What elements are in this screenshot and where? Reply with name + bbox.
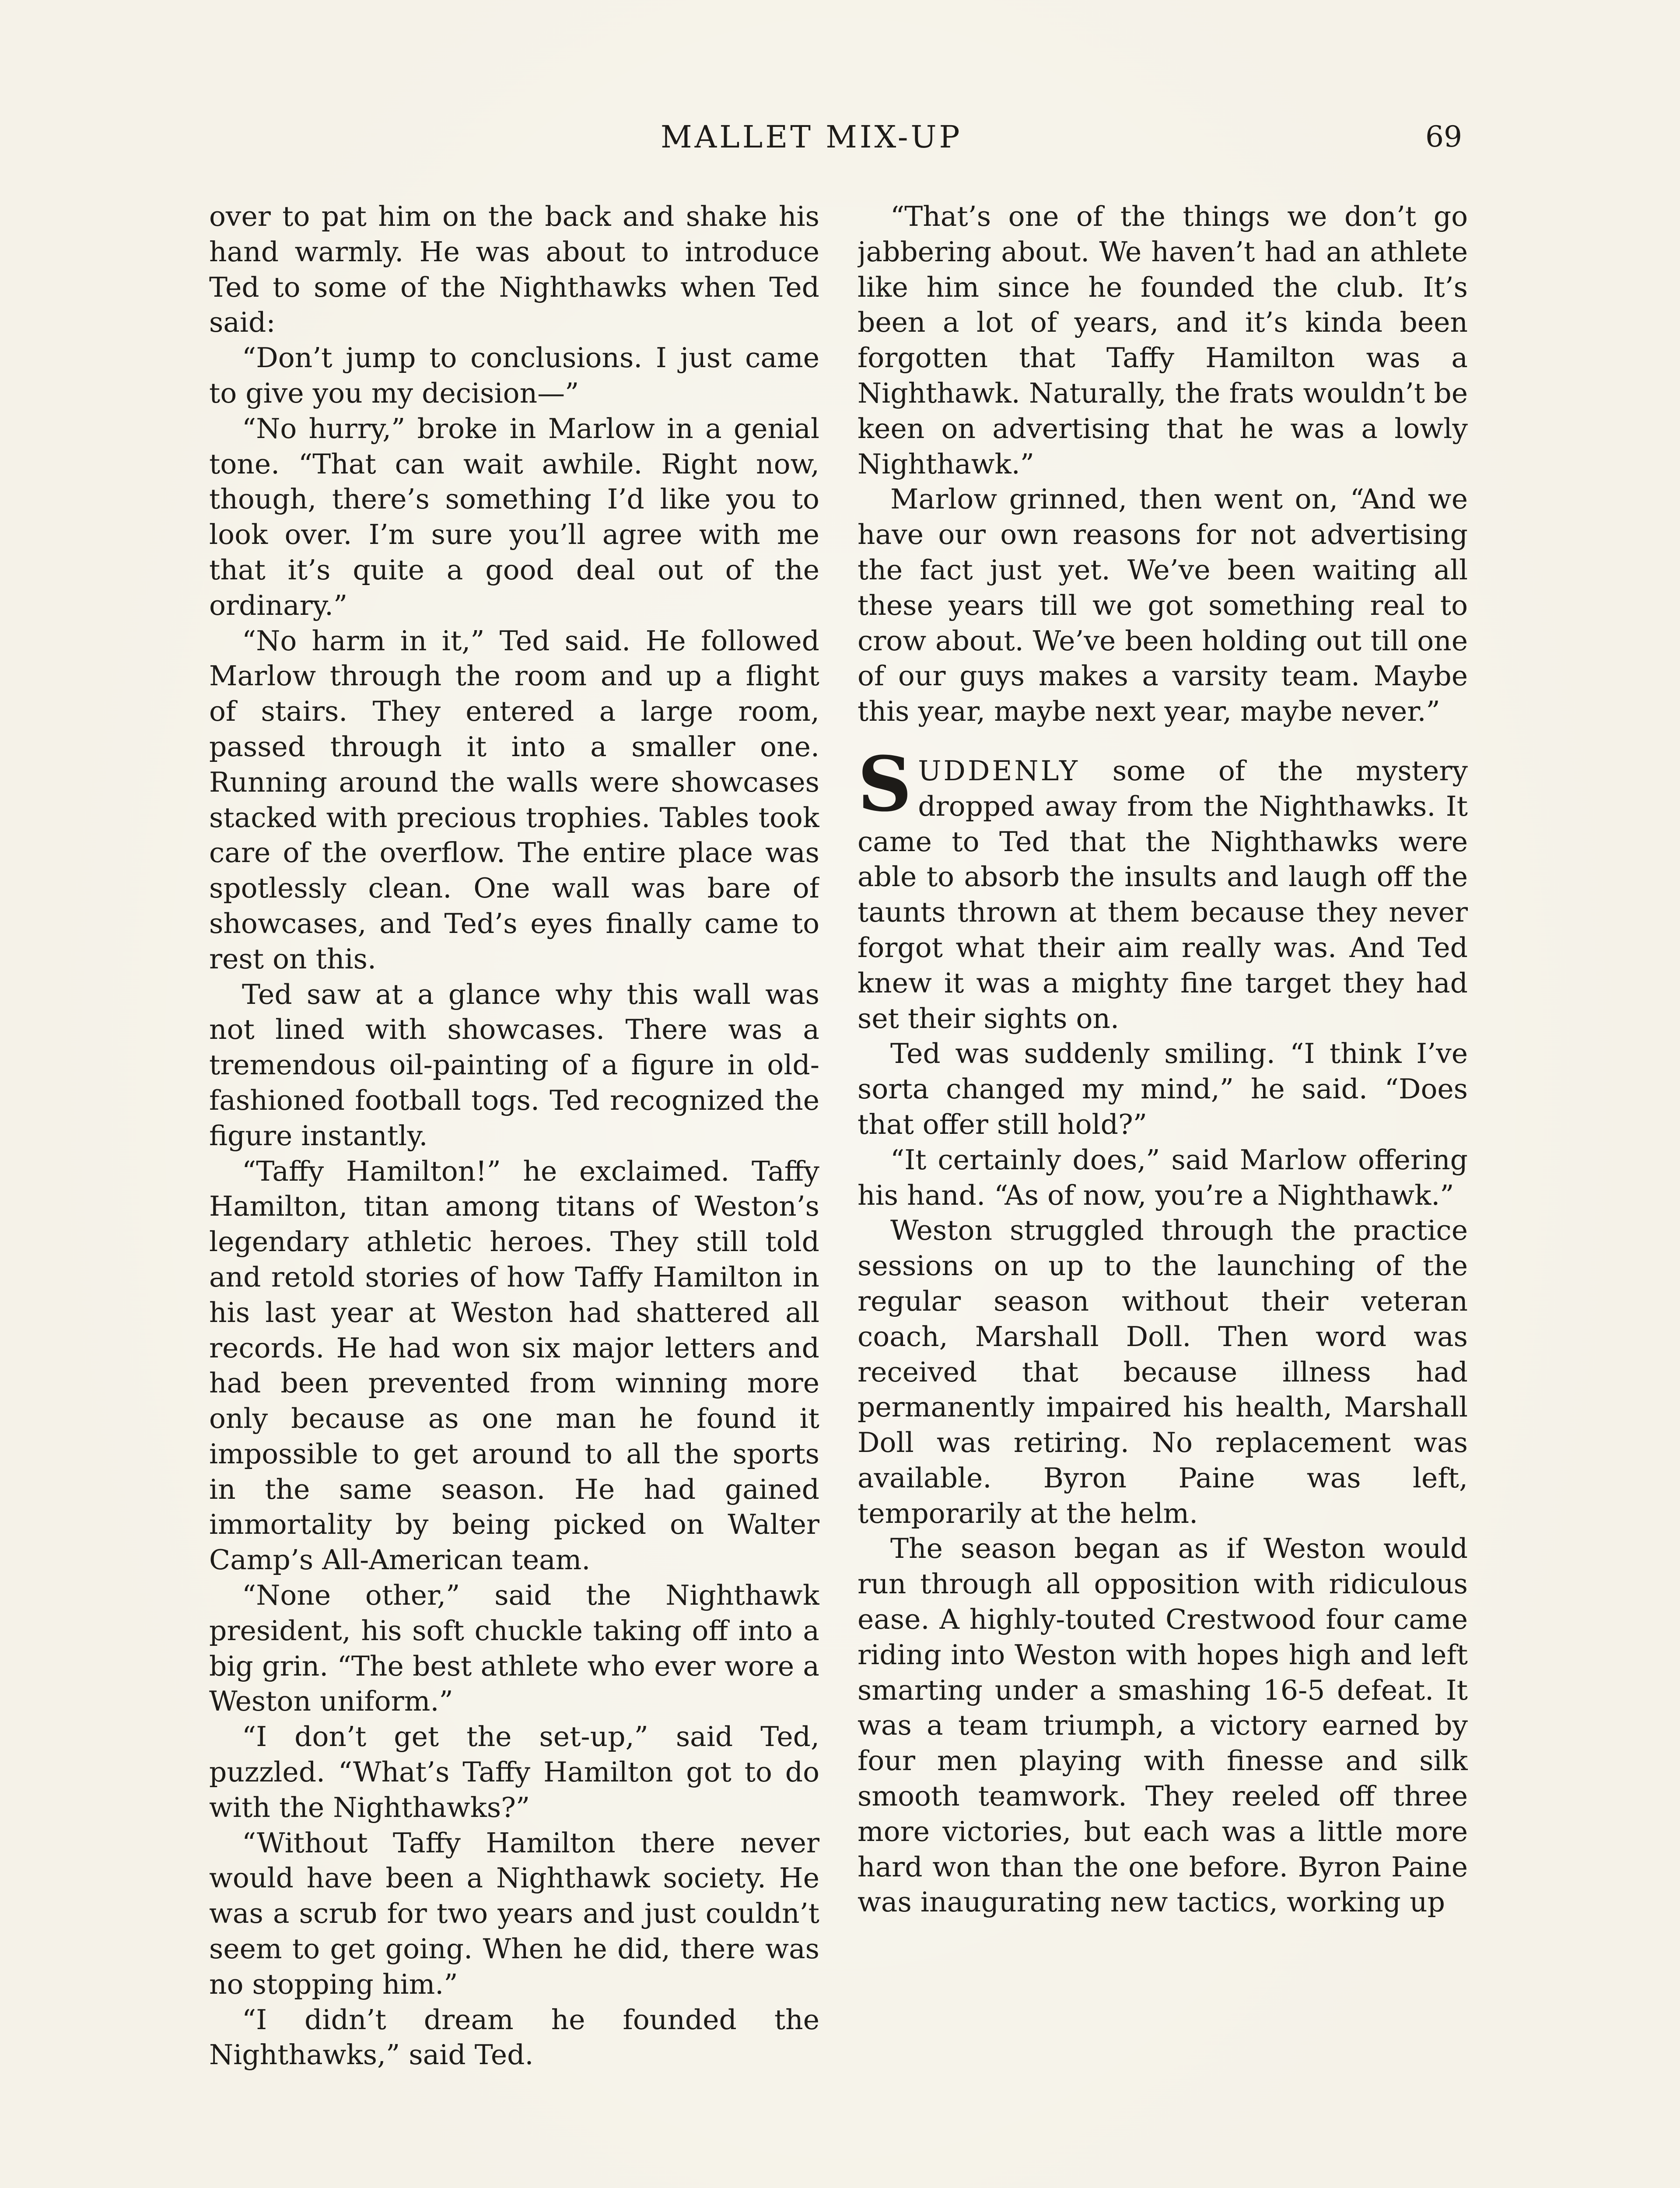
left-column xyxy=(209,199,819,2188)
paragraph: “That’s one of the things we don’t go jabbering about. We haven’t had an athlete like him since he founded the club. It’s been a lot of years, and it’s kinda been forgotten that Taffy Hamilton was a Nighthawk. Naturally, the frats wouldn’t be keen on advertising that he was a lowly Nighthawk.” xyxy=(858,200,1468,480)
drop-cap: S xyxy=(858,739,912,828)
paragraph: Ted was suddenly smiling. “I think I’ve sorta changed my mind,” he said. “Does that offer still hold?” xyxy=(858,1038,1468,1140)
running-title: MALLET MIX-UP xyxy=(661,119,962,155)
page-number: 69 xyxy=(1425,120,1462,154)
paragraph: Ted saw at a glance why this wall was not lined with showcases. There was a tremendous oil-painting of a figure in old-fashioned football togs. Ted recognized the figure instantly. xyxy=(209,978,819,1152)
paragraph: The season began as if Weston would run through all opposition with ridiculous ease. A highly-touted Crestwood four came riding into Weston with hopes high and left smarting under a smashing 16-5 defeat. It was a team triumph, a victory earned by four men playing with finesse and silk smooth teamwork. They reeled off three more victories, but each was a little more hard won than the one before. Byron Paine was inaugurating new tactics, working up xyxy=(858,1532,1468,1918)
paragraph: “Don’t jump to conclusions. I just came to give you my decision—” xyxy=(209,342,819,409)
dropcap-paragraph xyxy=(858,739,1468,1036)
right-column xyxy=(858,199,1468,2188)
paragraph: Marlow grinned, then went on, “And we have our own reasons for not advertising the fact just yet. We’ve been waiting all these years till we got something real to crow about. We’ve been holding out till one of our guys makes a varsity team. Maybe this year, maybe next year, maybe never.” xyxy=(858,483,1468,728)
dropcap-paragraph-text: some of the mystery dropped away from the Nighthawks. It came to Ted that the Nighthawks were able to absorb the insults and laugh off the taunts thrown at them because they never forgot what their aim really was. And Ted knew it was a mighty fine target they had set their sights on. xyxy=(858,754,1468,1034)
running-head xyxy=(0,117,1680,157)
paragraph: “No hurry,” broke in Marlow in a genial tone. “That can wait awhile. Right now, though, there’s something I’d like you to look over. I’m sure you’ll agree with me that it’s quite a good deal out of the ordinary.” xyxy=(209,412,819,621)
paragraph: “I don’t get the set-up,” said Ted, puzzled. “What’s Taffy Hamilton got to do with the Nighthawks?” xyxy=(209,1721,819,1823)
small-caps-lead: UDDENLY xyxy=(918,754,1080,787)
paragraph: “I didn’t dream he founded the Nighthawks,” said Ted. xyxy=(209,2003,819,2071)
paragraph: Weston struggled through the practice sessions on up to the launching of the regular season without their veteran coach, Marshall Doll. Then word was received that because illness had permanently impaired his health, Marshall Doll was retiring. No replacement was available. Byron Paine was left, temporarily at the helm. xyxy=(858,1214,1468,1529)
paragraph: “Without Taffy Hamilton there never would have been a Nighthawk society. He was a scrub for two years and just couldn’t seem to get going. When he did, there was no stopping him.” xyxy=(209,1827,819,2000)
paragraph: “No harm in it,” Ted said. He followed Marlow through the room and up a flight of stairs. They entered a large room, passed through it into a smaller one. Running around the walls were showcases stacked with precious trophies. Tables took care of the overflow. The entire place was spotlessly clean. One wall was bare of showcases, and Ted’s eyes finally came to rest on this. xyxy=(209,624,819,975)
paragraph: “It certainly does,” said Marlow offering his hand. “As of now, you’re a Nighthawk.” xyxy=(858,1143,1468,1211)
paragraph: “None other,” said the Nighthawk president, his soft chuckle taking off into a big grin. “The best athlete who ever wore a Weston uniform.” xyxy=(209,1579,819,1718)
paragraph: over to pat him on the back and shake his hand warmly. He was about to introduce Ted to some of the Nighthawks when Ted said: xyxy=(209,200,819,339)
paragraph: “Taffy Hamilton!” he exclaimed. Taffy Hamilton, titan among titans of Weston’s legendary athletic heroes. They still told and retold stories of how Taffy Hamilton in his last year at Weston had shattered all records. He had won six major letters and had been prevented from winning more only because as one man he found it impossible to get around to all the sports in the same season. He had gained immortality by being picked on Walter Camp’s All-American team. xyxy=(209,1155,819,1576)
